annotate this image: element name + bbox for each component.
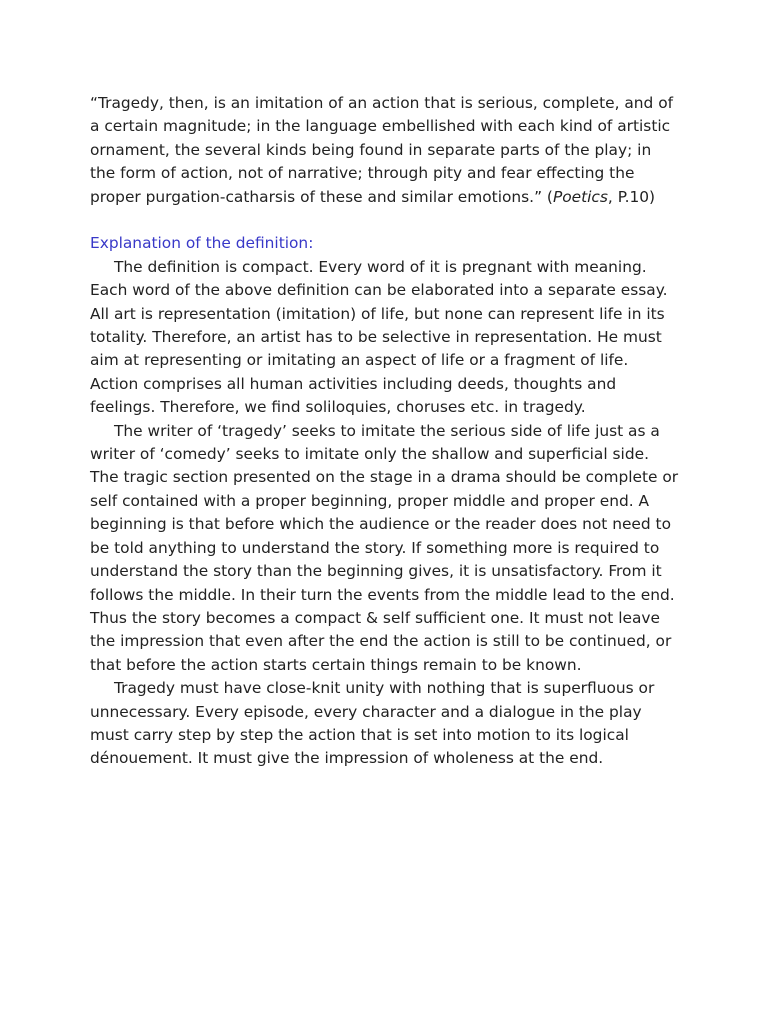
quote-text: “Tragedy, then, is an imitation of an action that is serious, complete, and of a certain magnitude; in the language embellished with each kind of artistic ornament, the several kinds being found in separate parts of the play; in the form of action, not of narrative; through pity and fear effecting the proper purgation-catharsis of these and similar emotions.” (	[90, 94, 674, 206]
section-heading: Explanation of the definition:	[90, 234, 314, 253]
paragraph-2: All art is representation (imitation) of life, but none can represent life in its totality. Therefore, an artist has to be selective in representation. He must aim at representing or imitating an aspect of life or a fragment of life.	[90, 304, 665, 370]
document-page	[90, 92, 680, 771]
paragraph-3: Action comprises all human activities including deeds, thoughts and feelings. Therefore, we find soliloquies, choruses etc. in tragedy.	[90, 374, 617, 417]
quote-source-page: , P.10)	[607, 187, 656, 206]
quote-source-title: Poetics	[552, 187, 608, 206]
paragraph-5: Tragedy must have close-knit unity with nothing that is superfluous or unnecessary. Every episode, every character and a dialogue in the play must carry step by step the action that is set into motion to its logical dénouement. It must give the impression of wholeness at the end.	[90, 679, 655, 768]
paragraph-1: The definition is compact. Every word of it is pregnant with meaning. Each word of the above definition can be elaborated into a separate essay.	[90, 257, 668, 300]
quote-paragraph	[90, 92, 680, 209]
paragraph-4: The writer of ‘tragedy’ seeks to imitate the serious side of life just as a writer of ‘comedy’ seeks to imitate only the shallow and superficial side. The tragic section presented on the stage in a drama should be complete or self contained with a proper beginning, proper middle and proper end. A beginning is that before which the audience or the reader does not need to be told anything to understand the story. If something more is required to understand the story than the beginning gives, it is unsatisfactory. From it follows the middle. In their turn the events from the middle lead to the end. Thus the story becomes a compact & self sufficient one. It must not leave the impression that even after the end the action is still to be continued, or that before the action starts certain things remain to be known.	[90, 421, 679, 674]
